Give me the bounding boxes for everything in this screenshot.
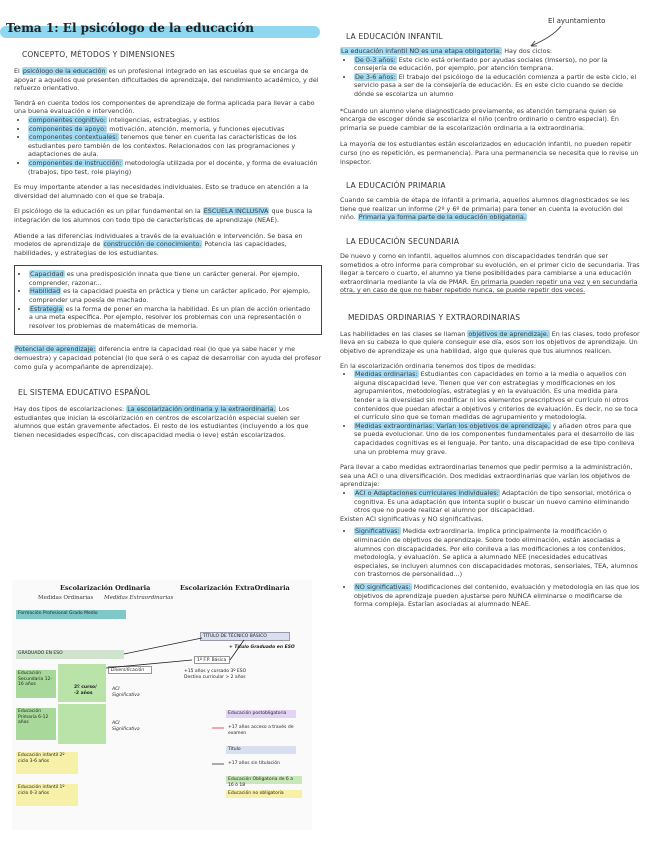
highlight: Medidas ordinarias:	[355, 370, 418, 379]
text: Estudiantes con capacidades en torno a la media o aquellos con alguna discapacidad leve. Tienen que ver con estrategias y modificaciones en los agrupamientos, metodologías, estrategias y en la evaluación. Es una medida para tender a la diversidad sin modificar ni los elementos prescriptivos el currículo ni otros contenidos que puedan afectar a objetivos y criterios de evaluación. Es decir, no se toca el currículo sino que se toman medidas de agrupamiento y metodología.	[354, 370, 638, 422]
highlight: componentes de apoyo:	[29, 124, 107, 133]
text: es un profesional integrado en las escuelas que se encarga de apoyar a aquellos que presenten dificultades de aprendizaje, del rendimiento académico, y del refuerzo orientativo.	[14, 67, 319, 93]
list-item	[354, 56, 640, 73]
text: inteligencias, estrategias, y estilos	[106, 115, 220, 124]
legend-acceso: +17 años acceso a través de examen	[228, 725, 294, 736]
text: Adaptación de tipo sensorial, motórica o cognitiva. Es una adaptación que intenta suplir o buscar un nuevo camino eliminando otros que no puede realizar el alumno por discapacidad.	[354, 488, 632, 515]
components-list	[14, 116, 322, 176]
right-column	[340, 24, 640, 609]
highlight: construcción de conocimiento.	[103, 240, 202, 249]
section-heading-concepto: CONCEPTO, MÉTODOS Y DIMENSIONES	[22, 50, 175, 59]
list-item	[28, 125, 322, 134]
definitions-list	[21, 270, 315, 330]
highlight: psicólogo de la educación	[22, 67, 106, 75]
diagram-secundaria: Educación Secundaria 12-16 años	[16, 670, 56, 698]
section-heading-secundaria: LA EDUCACIÓN SECUNDARIA	[346, 236, 460, 246]
highlight: Habilidad	[30, 287, 61, 296]
text: Hay dos ciclos:	[502, 47, 553, 55]
text: Las habilidades en las clases se llaman	[340, 329, 468, 338]
paragraph-diagnostico: *Cuando un alumno viene diagnosticado previamente, es atención temprana quien se encarga de escoger dónde se escolariza el niño (centro ordinario o centro especial). En primaria se puede cambiar de la escolarización ordinaria a la extraordinaria.	[340, 106, 619, 132]
list-item	[29, 305, 315, 331]
diagram-n1: +15 años y cursado 3º ESO Destino curricular > 2 años	[184, 669, 247, 680]
paragraph-administracion: Para llevar a cabo medidas extraordinarias tenemos que pedir permiso a la administración, sea una ACI o una diversificación. Dos medidas extraordinarias que varían los objetivos de aprendizaje:	[340, 463, 633, 489]
diagram-aci-1: ACI Significativa	[112, 687, 140, 698]
page-title: Tema 1: El psicólogo de la educación	[6, 21, 254, 35]
paragraph-inclusiva	[14, 207, 322, 224]
paragraph-tipos-medidas: En la escolarización ordinaria tenemos dos tipos de medidas:	[340, 361, 537, 370]
highlight: Primaria ya forma parte de la educación obligatoria.	[358, 213, 526, 222]
highlight: ACI o Adaptaciones curriculares individuales:	[355, 488, 499, 497]
diagram-fpb: 1º F.P. Básica	[194, 656, 230, 664]
highlight: De 0-3 años:	[355, 55, 396, 64]
list-item	[354, 73, 640, 99]
text: Modificaciones del contenido, evaluación y metodología en las que los objetivos de aprendizaje pueden ajustarse pero NUNCA eliminarse o modificarse de forma compleja. Estarían asociadas al alumnado NEAE.	[354, 582, 640, 609]
list-item	[29, 287, 315, 304]
diagram-infantil1: Educación infantil 1º ciclo 0-3 años	[16, 784, 78, 806]
highlight: ESCUELA INCLUSIVA	[203, 207, 269, 216]
text: Este ciclo está orientado por ayudas sociales (Imserso), no por la consejería de educación, por ejemplo, por atención temprana.	[354, 55, 608, 73]
legend-no-obligatoria: Educación no obligatoria	[226, 790, 302, 798]
ciclos-list	[340, 56, 640, 99]
text: es una predisposición innata que tiene un carácter general. Por ejemplo, comprender, razonar...	[29, 270, 300, 287]
list-item	[354, 370, 640, 422]
section-heading-primaria: LA EDUCACIÓN PRIMARIA	[346, 181, 446, 191]
diagram-primaria: Educación Primaria 6-12 años	[16, 708, 56, 740]
underlined-text: En primaria pueden repetir una vez y en secundaria otra, y en caso de que no haber repetido nunca, se puede repetir dos veces.	[340, 277, 638, 295]
highlight: La escolarización ordinaria y la extraordinaria.	[127, 405, 276, 414]
highlight: componentes de instrucción:	[29, 158, 122, 167]
paragraph-infantil	[340, 47, 640, 56]
list-item	[28, 133, 322, 159]
paragraph-escolarizacion	[14, 405, 322, 439]
text: Los estudiantes que inician la escolarización en centros de escolarización especial suelen ser alumnos que están gravemente afectados. El resto de los estudiantes (incluyendo a los que tienen necesidades específicas, con discapacidad media o leve) están escolarizados.	[14, 405, 309, 439]
margin-annotation: El ayuntamiento	[548, 17, 606, 25]
section-heading-medidas: MEDIDAS ORDINARIAS Y EXTRAORDINARIAS	[348, 312, 521, 322]
text: De nuevo y como en infantil, aquellos alumnos con discapacidades tendrán que ser sometidos a otro informe para comprobar su evolución, en el primer ciclo de secundaria. Tras llegar a tercero o cuarto, el alumno ya tiene posibilidades para cambiarse a una educación extraordinaria mediante la vía de PMAR.	[340, 251, 640, 286]
paragraph-primaria	[340, 196, 640, 222]
text: motivación, atención, memoria, y funciones ejecutivas	[107, 124, 285, 133]
paragraph-componentes: Tendrá en cuenta todos los componentes de aprendizaje de forma aplicada para llevar a cabo una buena evaluación e intervención.	[14, 98, 315, 116]
legend-sin-titulacion: +17 años sin titulación	[228, 761, 280, 766]
legend-postobligatoria: Educación postobligatoria	[226, 710, 296, 718]
list-item	[28, 116, 322, 125]
medidas-list	[340, 370, 640, 456]
text: y añaden otros para que se pueda evolucionar. Uno de los componentes fundamentales para el desarrollo de las capacidades cognitivas es el lenguaje. Por tanto, una discapacidad de ese tipo conlleva una un problema muy grave.	[354, 421, 635, 456]
text: Cuando se cambia de etapa de infantil a primaria, aquellos alumnos diagnosticados se les tiene que realizar un informe (2º y 6º de primaria) para tener en cuenta la evolución del niño.	[340, 196, 630, 222]
highlight: Medidas extraordinarias: Varían los objetivos de aprendizaje,	[355, 421, 550, 430]
paragraph-aci-tipos: Existen ACI significativas y NO significativas.	[340, 514, 484, 523]
text: es la capacidad puesta en práctica y tiene un carácter aplicado. Por ejemplo, comprender una poesía de machado.	[29, 287, 311, 305]
text: Atiende a las diferencias individuales a través de la evaluación e intervención. Se basa en modelos de aprendizaje de	[14, 231, 303, 249]
list-item	[354, 422, 640, 456]
diagram-diversificacion: Diversificación	[108, 666, 152, 674]
education-system-diagram	[12, 580, 312, 830]
highlight: componentes cognitivo:	[29, 115, 106, 124]
list-item	[29, 270, 315, 287]
diagram-arrows	[12, 580, 312, 830]
text: tenemos que tener en cuenta las características de los estudiantes pero también de los contextos. Relacionados con las programaciones y adaptaciones de aula.	[28, 133, 297, 159]
paragraph-secundaria	[340, 252, 640, 295]
section-heading-sistema: EL SISTEMA EDUCATIVO ESPAÑOL	[18, 388, 151, 398]
paragraph-permanencia: La mayoría de los estudiantes están escolarizados en educación infantil, no pueden repetir curso (no es repetición, es permanencia). Para una permanencia se necesita que lo revise un inspector.	[340, 140, 639, 166]
text: Hay dos tipos de escolarizaciones:	[14, 405, 127, 414]
text: metodología utilizada por el docente, y forma de evaluación (trabajos, tipo test, role playing)	[28, 158, 318, 176]
legend-titulo: Título	[226, 746, 296, 754]
highlight: La educación infantil NO es una etapa obligatoria.	[341, 47, 502, 55]
diagram-title-extraordinaria: Escolarización ExtraOrdinaria	[180, 584, 290, 592]
text: El	[14, 67, 22, 75]
diagram-graduado: GRADUADO EN ESO	[16, 650, 124, 659]
left-column	[14, 42, 322, 440]
list-item	[354, 489, 640, 515]
definitions-box	[14, 265, 322, 335]
highlight: Estrategia	[30, 304, 63, 313]
highlight: De 3-6 años:	[355, 72, 396, 81]
aci-list	[340, 489, 640, 515]
highlight: Potencial de aprendizaje:	[15, 345, 96, 354]
diagram-sub-ordinarias: Medidas Ordinarias	[38, 595, 94, 601]
section-heading-infantil: LA EDUCACIÓN INFANTIL	[346, 32, 443, 41]
significativas-list	[340, 527, 640, 608]
text: El psicólogo de la educación es un pilar fundamental en la	[14, 207, 203, 216]
highlight: Capacidad	[30, 270, 64, 279]
list-item	[354, 527, 640, 579]
paragraph-intro	[14, 67, 322, 93]
diagram-infantil2: Educación infantil 2º ciclo 3-6 años	[16, 752, 78, 774]
diagram-titulo: TÍTULO DE TÉCNICO BÁSICO	[200, 632, 290, 641]
paragraph-potencial	[14, 345, 322, 371]
highlight: Significativas:	[355, 527, 400, 536]
diagram-title-ordinaria: Escolarización Ordinaria	[60, 584, 151, 592]
text: Potencia las capacidades, habilidades, y estrategias de los estudiantes.	[14, 240, 287, 257]
list-item	[28, 159, 322, 176]
paragraph-diferencias	[14, 232, 322, 258]
paragraph-diversidad: Es muy importante atender a las necesidades individuales. Esto se traduce en atención a la diversidad del alumnado con el que se trabaja.	[14, 183, 309, 200]
highlight: objetivos de aprendizaje.	[468, 329, 549, 338]
text: El trabajo del psicólogo de la educación comienza a partir de este ciclo, el servicio pasa a ser de la consejería de educación. Es en este ciclo cuando se decide dónde se escolariza un alumno	[354, 72, 637, 98]
diagram-aci-2: ACI Significativa	[112, 721, 140, 732]
text: diferencia entre la capacidad real (lo que ya sabe hacer y me demuestra) y capacidad potencial (lo que será o es capaz de desarrollar con ayuda del profesor como guía y acompañante de aprendizaje).	[14, 345, 322, 371]
diagram-r2: 2º curso/ -2 años	[74, 685, 97, 696]
highlight: componentes contextuales:	[29, 133, 118, 142]
list-item	[354, 583, 640, 609]
diagram-tgeso: + Título Graduado en ESO	[229, 645, 295, 650]
diagram-fp: Formación Profesional Grado Medio	[16, 610, 126, 619]
text: que busca la integración de los alumnos con todo tipo de características de aprendizaje (NEAE).	[14, 207, 313, 224]
text: En las clases, todo profesor lleva en su cabeza lo que quiere conseguir ese día, esos son los objetivos de aprendizaje. Un objetivo de aprendizaje es una habilidad, algo que quieres que tus alumnos realicen.	[340, 329, 640, 356]
highlight: NO significativas:	[355, 582, 411, 591]
paragraph-objetivos	[340, 330, 640, 356]
text: Medida extraordinaria. Implica principalmente la modificación o eliminación de objetivos de aprendizaje. Sobre todo eliminación, están asociadas a alumnos con discapacidades. Por ello conlleva a las modificaciones a los contenidos, metodología, y evaluación. Se aplica a alumnado NEE (necesidades educativas especiales, se incluyen alumnos con discapacidades motoras, sensoriales, TEA, alumnos con trastornos de personalidad...)	[354, 527, 638, 579]
diagram-sub-extraordinarias: Medidas Extraordinarias	[104, 595, 174, 601]
text: es la forma de poner en marcha la habilidad. Es un plan de acción orientado a una meta específica. Por ejemplo, resolver los problemas con una representación o resolver los problemas de matemáticas de memoria.	[29, 304, 311, 330]
legend-obligatoria: Educación Obligatoria de 6 a 16 ó 18	[226, 776, 302, 784]
